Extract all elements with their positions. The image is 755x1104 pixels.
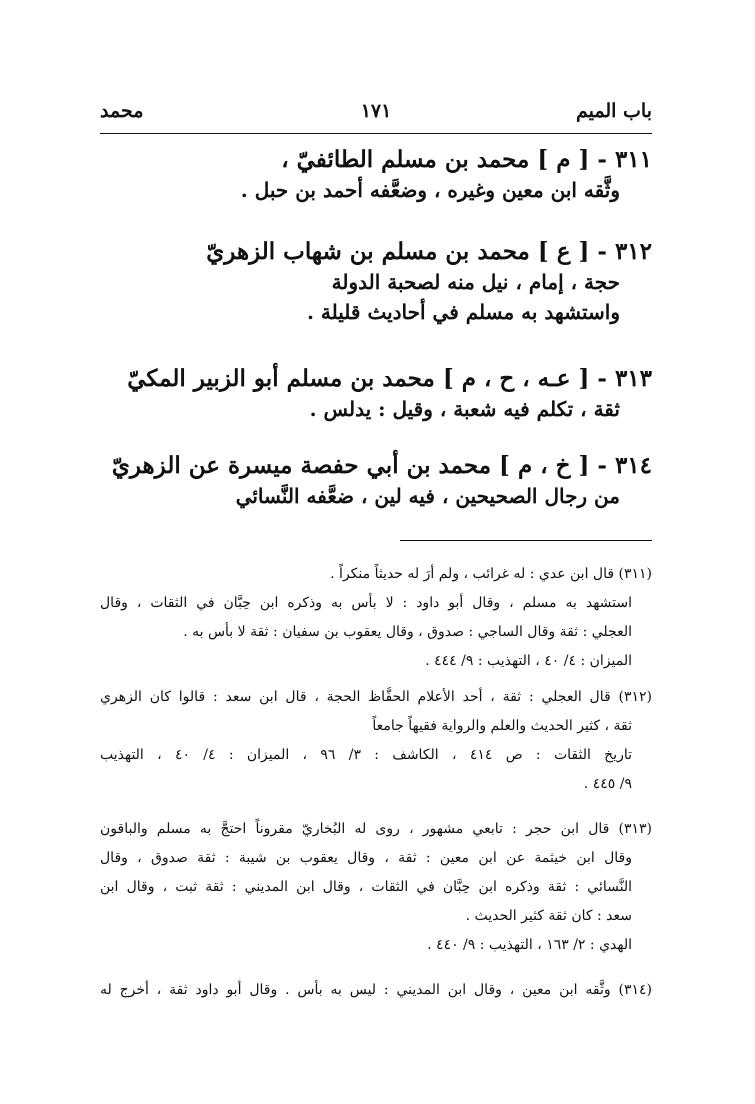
entry-text-line: وثَّقه ابن معين وغيره ، وضعَّفه أحمد بن حبل . (240, 178, 620, 202)
footnote-314 (100, 976, 652, 1005)
footnote-313 (100, 815, 652, 960)
footnote-311 (100, 560, 652, 676)
footnote-line: الهدي : ٢/ ١٦٣ ، التهذيب : ٩/ ٤٤٠ . (427, 937, 632, 953)
entry-314 (111, 451, 652, 511)
footnote-line: العجلي : ثقة وقال الساجي : صدوق ، وقال يعقوب بن سفيان : ثقة لا بأس به . (183, 624, 632, 640)
footnote-line: تاريخ الثقات : ص ٤١٤ ، الكاشف : ٣/ ٩٦ ، الميزان : ٤/ ٤٠ ، التهذيب (100, 747, 633, 763)
footnote-line: وقال ابن خيثمة عن ابن معين : ثقة ، وقال يعقوب بن شيبة : ثقة صدوق ، وقال (100, 850, 632, 866)
footnote-line: ثقة ، كثير الحديث والعلم والرواية فقيهاً جامعاً (372, 718, 632, 734)
footnote-line: ٩/ ٤٤٥ . (583, 776, 632, 792)
page-number: ١٧١ (360, 100, 392, 122)
entry-312 (152, 237, 652, 327)
footnote-line: استشهد به مسلم ، وقال أبو داود : لا بأس به وذكره ابن حِبَّان في الثقات ، وقال (100, 595, 632, 611)
footnote-line: (٣١١) قال ابن عدي : له غرائب ، ولم أرَ له حديثاً منكراً . (330, 566, 652, 582)
footnote-line: النَّسائي : ثقة وذكره ابن حِبَّان في الثقات ، وقال ابن المديني : ثقة ثبت ، وقال ابن (100, 879, 632, 895)
footnote-line: سعد : كان ثقة كثير الحديث . (465, 908, 632, 924)
entry-title: ٣١٢ - [ ع ] محمد بن مسلم بن شهاب الزهريّ (206, 238, 652, 265)
entry-text-line: ثقة ، تكلم فيه شعبة ، وقيل : يدلس . (309, 397, 620, 421)
footnote-separator (400, 540, 652, 541)
page-header (100, 100, 652, 134)
entry-title: ٣١١ - [ م ] محمد بن مسلم الطائفيّ ، (281, 146, 652, 173)
entry-title: ٣١٣ - [ عـه ، ح ، م ] محمد بن مسلم أبو الزبير المكيّ (127, 365, 652, 392)
header-rule (100, 133, 652, 134)
entry-title: ٣١٤ - [ خ ، م ] محمد بن أبي حفصة ميسرة عن الزهريّ (111, 452, 652, 479)
entry-text-line: من رجال الصحيحين ، فيه لين ، ضعَّفه النَّسائي (235, 484, 620, 508)
footnote-312 (100, 683, 652, 799)
running-head: محمد (100, 100, 144, 122)
footnote-line: (٣١٣) قال ابن حجر : تابعي مشهور ، روى له البُخاريّ مقروناً احتجَّ به مسلم والباقون (100, 821, 652, 837)
entry-text-line: حجة ، إمام ، نيل منه لصحبة الدولة (331, 270, 620, 294)
entry-text-line: واستشهد به مسلم في أحاديث قليلة . (307, 300, 620, 324)
entry-311 (152, 145, 652, 205)
footnote-line: (٣١٢) قال العجلي : ثقة ، أحد الأعلام الحفَّاظ الحجة ، قال ابن سعد : قالوا كان الزهري (100, 689, 652, 705)
chapter-title: باب الميم (575, 100, 652, 122)
footnote-line: الميزان : ٤/ ٤٠ ، التهذيب : ٩/ ٤٤٤ . (425, 653, 632, 669)
footnote-line: (٣١٤) وثَّقه ابن معين ، وقال ابن المديني : ليس به بأس . وقال أبو داود ثقة ، أخرج له (100, 982, 652, 998)
entry-313 (127, 364, 652, 424)
